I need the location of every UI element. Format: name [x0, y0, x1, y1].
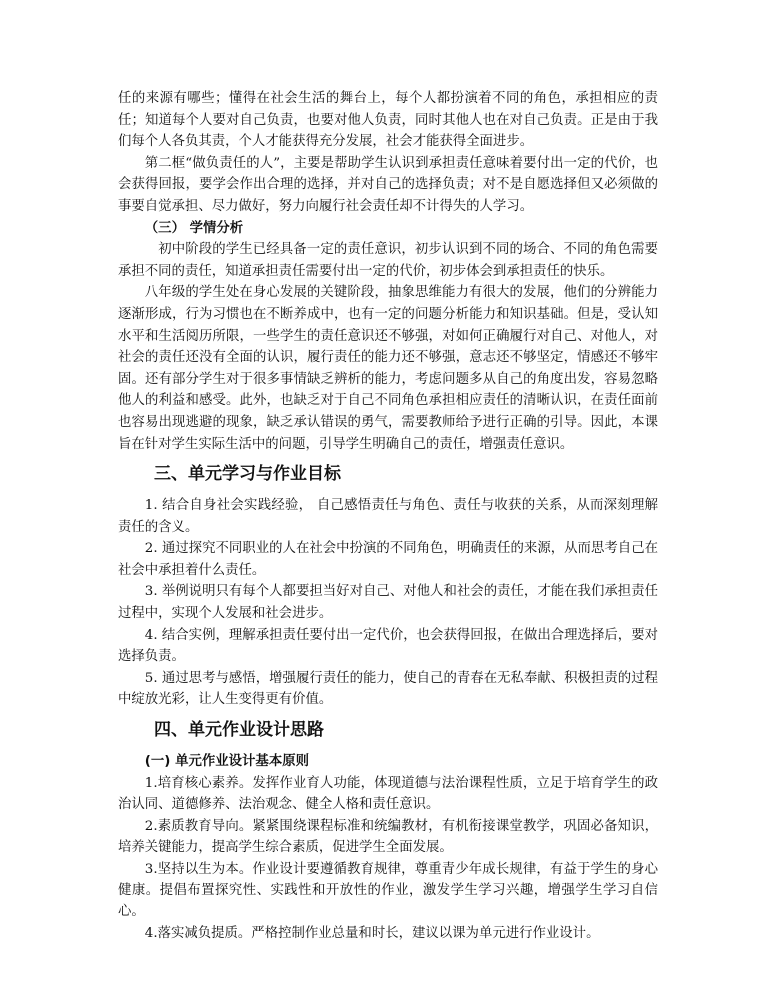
document-page [118, 88, 658, 944]
principle-item-3: 3.坚持以生为本。作业设计要遵循教育规律，尊重青少年成长规律，有益于学生的身心健康。提倡布置探究性、实践性和开放性的作业，激发学生学习兴趣，增强学生学习自信心。 [118, 861, 658, 920]
intro-paragraph-1: 任的来源有哪些；懂得在社会生活的舞台上，每个人都扮演着不同的角色，承担相应的责任；知道每个人要对自己负责，也要对他人负责，同时其他人也在对自己负责。正是由于我们每个人各负其责，个人才能获得充分发展，社会才能获得全面进步。 [118, 91, 658, 150]
principles-sub-heading: (一) 单元作业设计基本原则 [144, 754, 309, 770]
principle-item-4: 4.落实减负提质。严格控制作业总量和时长，建议以课为单元进行作业设计。 [144, 925, 600, 941]
principle-item-2: 2.素质教育导向。紧紧围绕课程标准和统编教材，有机衔接课堂教学，巩固必备知识，培养关键能力，提高学生综合素质，促进学生全面发展。 [118, 818, 658, 856]
goal-item-4: 4. 结合实例，理解承担责任要付出一定代价，也会获得回报，在做出合理选择后，要对选择负责。 [118, 627, 658, 665]
learning-analysis-paragraph-1: 初中阶段的学生已经具备一定的责任意识，初步认识到不同的场合、不同的角色需要承担不同的责任，知道承担责任需要付出一定的代价，初步体会到承担责任的快乐。 [118, 242, 658, 279]
goal-item-3: 3. 举例说明只有每个人都要担当好对自己、对他人和社会的责任，才能在我们承担责任过程中，实现个人发展和社会进步。 [118, 584, 658, 622]
intro-paragraph-2: 第二框“做负责任的人”，主要是帮助学生认识到承担责任意味着要付出一定的代价，也会获得回报，要学会作出合理的选择，并对自己的选择负责；对不是自愿选择但又必须做的事要自觉承担、尽力做好，努力向履行社会责任却不计得失的人学习。 [118, 155, 658, 214]
learning-analysis-paragraph-2: 八年级的学生处在身心发展的关键阶段，抽象思维能力有很大的发展，他们的分辨能力逐渐形成，行为习惯也在不断养成中，也有一定的问题分析能力和知识基础。但是，受认知水平和生活阅历所限，一些学生的责任意识还不够强，对如何正确履行对自己、对他人，对社会的责任还没有全面的认识，履行责任的能力还不够强，意志还不够坚定，情感还不够牢固。还有部分学生对于很多事情缺乏辨析的能力，考虑问题多从自己的角度出发，容易忽略他人的利益和感受。此外，也缺乏对于自己不同角色承担相应责任的清晰认识，在责任面前也容易出现逃避的现象，缺乏承认错误的勇气，需要教师给予进行正确的引导。因此，本课旨在针对学生实际生活中的问题，引导学生明确自己的责任，增强责任意识。 [118, 285, 658, 452]
section-3-heading: 三、单元学习与作业目标 [154, 464, 341, 485]
goal-item-5: 5. 通过思考与感悟，增强履行责任的能力，使自己的青春在无私奉献、积极担责的过程中绽放光彩，让人生变得更有价值。 [118, 670, 658, 708]
goal-item-1: 1. 结合自身社会实践经验， 自己感悟责任与角色、责任与收获的关系，从而深刻理解责任的含义。 [118, 498, 658, 535]
principle-item-1: 1.培育核心素养。发挥作业育人功能，体现道德与法治课程性质，立足于培育学生的政治认同、道德修养、法治观念、健全人格和责任意识。 [118, 776, 658, 813]
goal-item-2: 2. 通过探究不同职业的人在社会中扮演的不同角色，明确责任的来源，从而思考自己在社会中承担着什么责任。 [118, 541, 658, 578]
learning-analysis-heading: （三） 学情分析 [144, 220, 244, 236]
section-4-heading: 四、单元作业设计思路 [154, 720, 324, 741]
